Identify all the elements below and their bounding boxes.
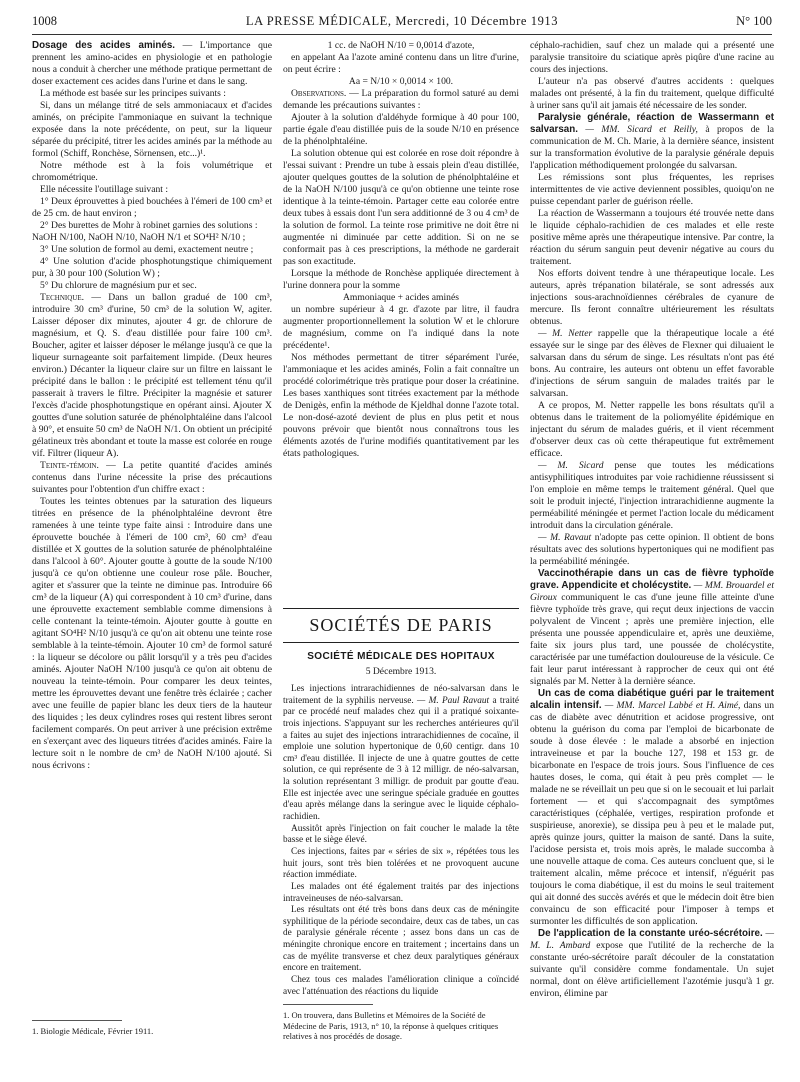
sicard-lead xyxy=(530,460,774,532)
col2-p6: Nos méthodes permettant de titrer séparément l'urée, l'ammoniaque et les acides aminés, Folin a fait connaître un procédé colorimétrique très pratique pour doser la créatinine. Les bases xanthiques sont titrées exactement par la méthode de Denigès, enfin la méthode de Kjeldhal donne l'azote total. Le non-dosé-azoté devient de plus en plus petit et nous pouvons prévoir que bientôt nous connaîtrons tous les éléments azotés de l'urine modifiés quantitativement par les états pathologiques. xyxy=(283,352,519,459)
pg-lead xyxy=(530,112,774,172)
amines-p5: Elle nécessite l'outillage suivant : xyxy=(40,184,169,195)
uree-author: — M. L. Ambard xyxy=(530,928,774,951)
uree-p1: expose que l'utilité de la recherche de la constante uréo-sécrétoire paraît découler de la constatation suivante qu'il considère comme fondamentale. Un sujet normal, dont on élève artificiellement l'azotémie jusqu'à 1 gr. environ, élimine par xyxy=(530,940,774,999)
uree-title: De l'application de la constante uréo-sécrétoire. xyxy=(538,928,763,939)
injection-p4: Les malades ont été également traités par des injections intraveineuses de néo-salvarsan. xyxy=(283,881,519,904)
col3-p1: L'auteur n'a pas observé d'autres accidents : quelques malades ont présenté, à la fin du traitement, quelque difficulté à uriner sans qu'il ait jamais été nécessaire de les sonder. xyxy=(530,76,774,111)
temoin-text: — La petite quantité d'acides aminés contenus dans l'urine nécessite la prise des précautions suivantes pour l'obtention d'un chiffre exact : xyxy=(32,460,272,495)
netter-lead xyxy=(530,328,774,400)
column-1 xyxy=(32,40,272,772)
journal-title: LA PRESSE MÉDICALE, Mercredi, 10 Décembre 1913 xyxy=(245,14,559,28)
observations-label: Observations. xyxy=(291,88,347,99)
amines-intro xyxy=(32,40,272,88)
injection-p2: Aussitôt après l'injection on fait coucher le malade la tête basse et le siège élevé. xyxy=(283,823,519,846)
footnote-rule-2 xyxy=(283,1004,373,1005)
amines-p2: La méthode est basée sur les principes suivants : xyxy=(40,88,226,99)
temoin-label: Teinte-témoin. xyxy=(40,460,99,471)
column-3 xyxy=(530,40,774,1000)
injection-p1: a traité par ce procédé neuf malades chez qui il a pratiqué soixante-trois injections. S'appuyant sur les recherches antérieures qu'il a faites au sujet des injections intrarachidiennes de cocaïne, il emploie une solution hypertonique de 0,60 centigr. dans 10 cm³ d'eau distillée. Il injecte de une à quatre gouttes de cette solution, ce qui représente de 3 à 12 milligr. de néo-salvarsan, la solution représentant 3 milligr. de produit par goutte d'eau. Elle est injectée avec une seringue spéciale graduée en gouttes d'eau après mélange dans la seringue avec le liquide céphalo-rachidien. xyxy=(283,695,519,823)
formula-1: 1 cc. de NaOH N/10 = 0,0014 d'azote, xyxy=(327,40,475,51)
col2-p5: un nombre supérieur à 4 gr. d'azote par litre, il faudra augmenter proportionnellement la solution W et le chlorure de magnésium, comme on l'a indiqué dans la note précédente¹. xyxy=(283,304,519,351)
vac-lead xyxy=(530,568,774,688)
issue-number: N° 100 xyxy=(736,14,772,28)
col2-p3: La solution obtenue qui est colorée en rose doit répondre à l'essai suivant : Prendre un tube à essais plein d'eau distillée, ajouter quelques gouttes de la solution de phénolphtaléine et de la NaOH N/100 jusqu'à ce qu'on obtienne une teinte rose identique à la teinte-témoin. Partager cette eau colorée entre deux tubes à essais dont l'un sera additionné de 3 ou 4 cm³ de la solution de formol. La teinte rose primitive ne doit être ni augmentée ni diminuée par cette addition. Si on ne se conformait pas à ces prescriptions, la méthode ne garderait pas son exactitude. xyxy=(283,148,519,267)
tool-4: 4° Une solution d'acide phosphotungstique chimiquement pur, à 30 pour 100 (Solution W) ; xyxy=(32,256,272,279)
observations-text: — La préparation du formol saturé au demi demande les précautions suivantes : xyxy=(283,88,519,111)
netter-p2: A ce propos, M. Netter rappelle les bons résultats qu'il a obtenus dans le traitement de la poliomyélite épidémique en injectant du sérum de malades guéris, et il vient récemment d'observer deux cas où cette thérapeutique fut extrêmement efficace. xyxy=(530,400,774,459)
societes-header xyxy=(283,608,519,677)
injection-p5: Les résultats ont été très bons dans deux cas de méningite syphilitique de la période secondaire, deux cas de tabes, un cas de paralysie générale récente ; assez bons dans un cas de méningite chronique encore en traitement ; incertains dans un cas de myélite transverse et chez deux paralytiques généraux encore en traitement. xyxy=(283,905,519,974)
amines-title: Dosage des acides aminés. xyxy=(32,40,176,51)
coma-lead xyxy=(530,688,774,928)
tool-1: 1° Deux éprouvettes à pied bouchées à l'émeri de 100 cm³ et de 25 cm. de haut environ ; xyxy=(32,196,272,219)
coma-p1: dans un cas de diabète avec dénutrition et acidose progressive, ont obtenu la guérison du coma par l'emploi de bicarbonate de soude à dose élevée : le malade a absorbé en injection intraveineuse et par la bouche 127, 198 et 153 gr. de bicarbonate en l'espace de trois jours. Sous l'influence de ces hautes doses, le coma, qui était à peu près complet — le malade ne se réveillait un peu que si on le secouait et lui parlait fortement — et qui s'accompagnait des symptômes caractéristiques (céphalée, vertiges, respiration profonde et suspirieuse, anorexie), se dissipa peu à peu et le malade put, après quinze jours, quitter la maison de santé. Dans la suite, l'acidose persista et, trois mois après, le malade succomba à une nouvelle attaque de coma. Ces auteurs concluent que, si le traitement alcalin, même précoce et intensif, n'éguérit pas toujours le coma diabétique, il est du moins le seul traitement qui ait donné des succès avérés et que le médecin doit être bien convaincu de son efficacité pour l'imposer à temps et surmonter les difficultés de son application. xyxy=(530,700,774,927)
col2-p4: Lorsque la méthode de Ronchèse appliquée directement à l'urine donnera pour la somme xyxy=(283,268,519,291)
sicard-author: — M. Sicard xyxy=(538,460,604,471)
page-header xyxy=(32,14,772,30)
ravaut-p1: n'adopte pas cette opinion. Il obtient de bons résultats avec des solutions hypertoniques qui ne modifient pas la perméabilité méningée. xyxy=(530,532,774,567)
coma-author: — MM. Marcel Labbé et H. Aimé, xyxy=(604,700,741,711)
injection-lead xyxy=(283,684,519,824)
session-date: 5 Décembre 1913. xyxy=(365,666,437,677)
page-number: 1008 xyxy=(32,14,57,28)
solutions-formula: NaOH N/100, NaOH N/10, NaOH N/1 et SO⁴H² N/10 ; xyxy=(32,232,246,243)
pg-p4: Nos efforts doivent tendre à une thérapeutique locale. Les auteurs, après trépanation bilatérale, se sont adressés aux injections sous-arachnoïdiennes cérébrales de cyanure de mercure. Ils feront connaître ultérieurement les résultats obtenus. xyxy=(530,268,774,327)
pg-p1: à propos de la communication de M. Ch. Marie, à la dernière séance, insistent sur la transformation évolutive de la paralysie générale depuis l'application méthodiquement prolongée du salvarsan. xyxy=(530,124,774,171)
section-rule-top xyxy=(283,608,519,609)
technique-label: Technique. xyxy=(40,292,85,303)
netter-p1: rappelle que la thérapeutique locale a été essayée sur le singe par des élèves de Flexner qui diluaient le salvarsan dans du sérum de singe. Les résultats n'ont pas été bons. Au contraire, les auteurs ont obtenu un effet favorable d'injections de sérum sanguin de malades traités par le salvarsan. xyxy=(530,328,774,399)
injection-p3: Ces injections, faites par « séries de six », répétées tous les huit jours, sont très bien tolérées et ne provoquent aucune réaction immédiate. xyxy=(283,846,519,881)
amines-p4: Notre méthode est à la fois volumétrique et chromométrique. xyxy=(32,160,272,183)
amines-p3: Si, dans un mélange titré de sels ammoniacaux et d'acides aminés, on précipite l'ammoniaque en suivant la technique exposée dans la note précédente, on peut, sur la liqueur séparée du précipité, titrer les acides aminés par la méthode au formol (Schiff, Ronchèse, Sörnensen, etc...)¹. xyxy=(32,100,273,159)
column-2 xyxy=(283,40,519,460)
pg-p2: Les rémissions sont plus fréquentes, les reprises intermittentes de vie active deviennent possibles, quoiqu'on ne puisse cependant parler de guérison réelle. xyxy=(530,172,774,207)
pg-title: Paralysie générale, réaction de Wassermann et salvarsan. xyxy=(530,112,774,135)
vac-author: — MM. Brouardel et Giroux xyxy=(530,580,774,603)
footnote-rule-1 xyxy=(32,1020,122,1021)
pg-author: — MM. Sicard et Reilly, xyxy=(585,124,698,135)
col2-p1: en appelant Aa l'azote aminé contenu dans un litre d'urine, on peut écrire : xyxy=(283,52,519,75)
temoin-procedure: Toutes les teintes obtenues par la saturation des liqueurs titrées en présence de la phénolphtaléine devront être ramenées à une teinte type faite ainsi : Introduire dans une éprouvette bouchée à l'émeri de 100 cm³, 60 cm³ d'eau distillée et X gouttes de la solution saturée de phénolphtaléine dans l'alcool à 60°. Ajouter goutte à goutte de la soude N/100 jusqu'à ce qu'on obtienne une couleur rose pâle. Boucher, agiter et s'assurer que la teinte ne diminue pas. Introduire 66 cm³ de la liqueur (A) qui correspondent à 10 cm³ d'urine, dans une éprouvette exactement semblable comme dimensions à celle contenant la teinte-témoin. Ajouter goutte à goutte en agitant SO⁴H² N/10 jusqu'à ce qu'on ait obtenu une teinte rose semblable à la teinte-témoin. Ajouter 10 cm³ de formol saturé : la liqueur se décolore ou pâlit lorsqu'il y a très peu d'acides aminés. Ajouter NaOH N/100 jusqu'à ce qu'on ait obtenu de nouveau la teinte-témoin. Pour comparer les deux teintes, mettre les éprouvettes devant une fenêtre très éclairée ; cacher avec une feuille de papier blanc les deux tiers de la hauteur des liquides ; les deux cylindres roses qui restent libres seront facilement comparés. On peut arriver à une précision extrême en s'exerçant avec des liqueurs titrées d'acides aminés. Faire la lecture soit n le nombre de cm³ de NaOH N/100 ajouté. Si nous écrivons : xyxy=(32,496,273,771)
injection-title: Les injections intrarachidiennes de néo-salvarsan dans le traitement de la syphilis nerveuse. xyxy=(283,684,519,706)
column-2-lower xyxy=(283,684,519,998)
tool-2: 2° Des burettes de Mohr à robinet garnies des solutions : xyxy=(40,220,258,231)
tool-5: 5° Du chlorure de magnésium pur et sec. xyxy=(40,280,197,291)
observations-paragraph xyxy=(283,88,519,112)
injection-p6: Chez tous ces malades l'amélioration clinique a coïncidé avec l'atténuation des réactions du liquide xyxy=(283,975,519,997)
ravaut-lead xyxy=(530,532,774,568)
coma-title: Un cas de coma diabétique guéri par le traitement alcalin intensif. xyxy=(530,688,774,711)
netter-author: — M. Netter xyxy=(538,328,593,339)
header-rule xyxy=(32,34,772,35)
section-title: SOCIÉTÉS DE PARIS xyxy=(309,615,493,635)
section-rule-bottom xyxy=(283,642,519,643)
temoin-paragraph xyxy=(32,460,272,496)
col2-p2: Ajouter à la solution d'aldéhyde formique à 40 pour 100, partie égale d'eau distillée puis de la soude N/10 en présence de la phénolphtaléine. xyxy=(283,112,519,147)
uree-lead xyxy=(530,928,774,1000)
pg-p3: La réaction de Wassermann a toujours été trouvée nette dans le liquide céphalo-rachidien de ces malades et elle reste positive même après une thérapeutique intensive. Par contre, la réaction du sérum sanguin peut devenir négative au cours du traitement. xyxy=(530,208,774,267)
formula-2: Aa = N/10 × 0,0014 × 100. xyxy=(348,76,454,87)
injection-author: — M. Paul Ravaut xyxy=(417,695,490,706)
vac-title: Vaccinothérapie dans un cas de fièvre typhoïde grave. Appendicite et cholécystite. xyxy=(530,568,774,591)
ravaut-author: — M. Ravaut xyxy=(538,532,592,543)
tool-3: 3° Une solution de formol au demi, exactement neutre ; xyxy=(40,244,254,255)
vac-p1: communiquent le cas d'une jeune fille atteinte d'une fièvre typhoïde très grave, qui reçut deux injections de vaccin polyvalent de Vincent ; après une première injection, elle présenta une poussée appendiculaire et, après une deuxième, faite six jours plus tard, une poussée de cholécystite, caractérisée par une tuméfaction douloureuse de la vésicule. Ce fait leur parut intéressant à rapprocher de ceux qui ont été signalés par M. Netter à la dernière séance. xyxy=(530,592,774,687)
society-name: SOCIÉTÉ MÉDICALE DES HOPITAUX xyxy=(307,651,495,662)
col3-p0: céphalo-rachidien, sauf chez un malade qui a présenté une paralysie transitoire du sciatique après piqûre d'une racine au cours des injections. xyxy=(530,40,774,75)
technique-paragraph xyxy=(32,292,272,460)
sicard-p1: pense que toutes les médications antisyphilitiques introduites par voie rachidienne réussissent si l'on emploie en même temps le traitement général. Quel que soit le produit injecté, l'injection intrarachidienne augmente la perméabilité méningée et permet l'action locale du médicament introduit dans la circulation générale. xyxy=(530,460,774,531)
technique-text: — Dans un ballon gradué de 100 cm³, introduire 30 cm³ d'urine, 50 cm³ de la solution W, agiter. Laisser déposer dix minutes, ajouter 4 gr. de chlorure de magnésium, et Q. S. d'eau distillée pour faire 100 cm³. Boucher, agiter et laisser déposer le mélange jusqu'à ce que la liqueur surnageante soit parfaitement limpide. (Deux heures environ.) Décanter la liqueur claire sur un filtre en laissant le précipité dans le ballon : le précipité est tellement ténu qu'il passerait à travers le filtre. Précipiter la magnésie et saturer l'excès d'acide phosphotungstique en opérant ainsi. Ajouter X gouttes d'une solution saturée de phénolphtaléine dans l'alcool à 90°, et ensuite 50 cm³ de NaOH N/1. On obtient un précipité gélatineux très abondant et toute la masse est colorée en rouge vif. Filtrer (liqueur A). xyxy=(32,292,273,459)
footnote-col2: 1. On trouvera, dans Bulletins et Mémoires de la Société de Médecine de Paris, 1913, n° 10, la réponse à quelques critiques relatives à nos procédés de dosage. xyxy=(283,1010,499,1041)
formula-3: Ammoniaque + acides aminés xyxy=(343,292,459,303)
amines-p1: — L'importance que prennent les amino-acides en physiologie et en pathologie nous a conduit à chercher une méthode pratique permettant de doser exactement ces acides dans l'urine et dans le sang. xyxy=(32,40,272,87)
footnote-col1: 1. Biologie Médicale, Février 1911. xyxy=(32,1026,154,1036)
